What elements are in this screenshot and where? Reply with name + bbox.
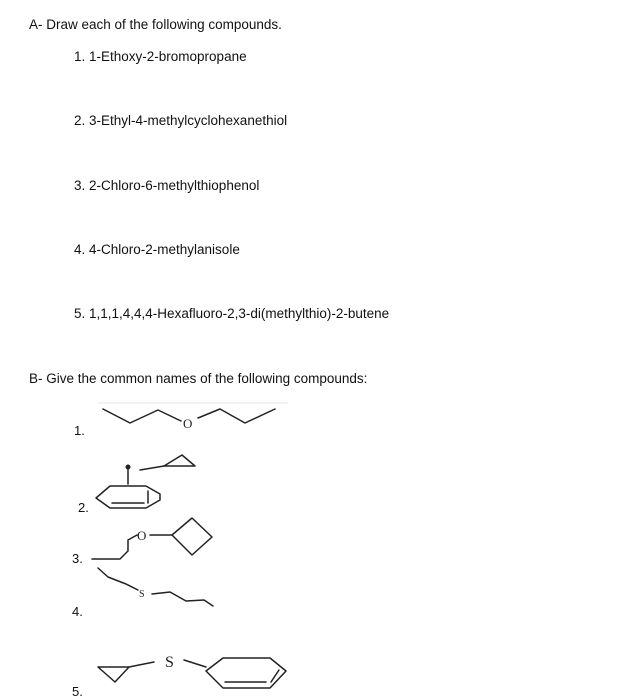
section-a-item-1: 1. 1-Ethoxy-2-bromopropane xyxy=(74,49,247,64)
oxygen-atom-label: O xyxy=(183,416,193,431)
section-b-number-1: 1. xyxy=(74,423,85,438)
cyclopropyl-ring xyxy=(98,667,129,682)
bond-s-ring xyxy=(184,660,206,667)
section-b-number-4: 4. xyxy=(72,604,83,619)
section-a-item-4: 4. 4-Chloro-2-methylanisole xyxy=(74,242,240,257)
section-b-number-2: 2. xyxy=(78,500,89,515)
sulfur-atom-label: S xyxy=(165,654,174,671)
section-a-item-3: 3. 2-Chloro-6-methylthiophenol xyxy=(74,178,260,193)
oxygen-atom-label: O xyxy=(137,528,147,543)
section-a-heading: A- Draw each of the following compounds. xyxy=(29,17,282,32)
section-b-number-3: 3. xyxy=(72,551,83,566)
sulfur-atom-label: S xyxy=(139,589,145,600)
benzene-ring xyxy=(206,658,286,688)
bond-ring-s xyxy=(129,662,154,667)
section-a-item-2: 2. 3-Ethyl-4-methylcyclohexanethiol xyxy=(74,113,288,128)
section-b-number-5: 5. xyxy=(72,684,83,699)
section-b-heading: B- Give the common names of the following compounds: xyxy=(29,371,368,386)
section-a-item-5: 5. 1,1,1,4,4,4-Hexafluoro-2,3-di(methylthio)-2-butene xyxy=(74,306,390,321)
